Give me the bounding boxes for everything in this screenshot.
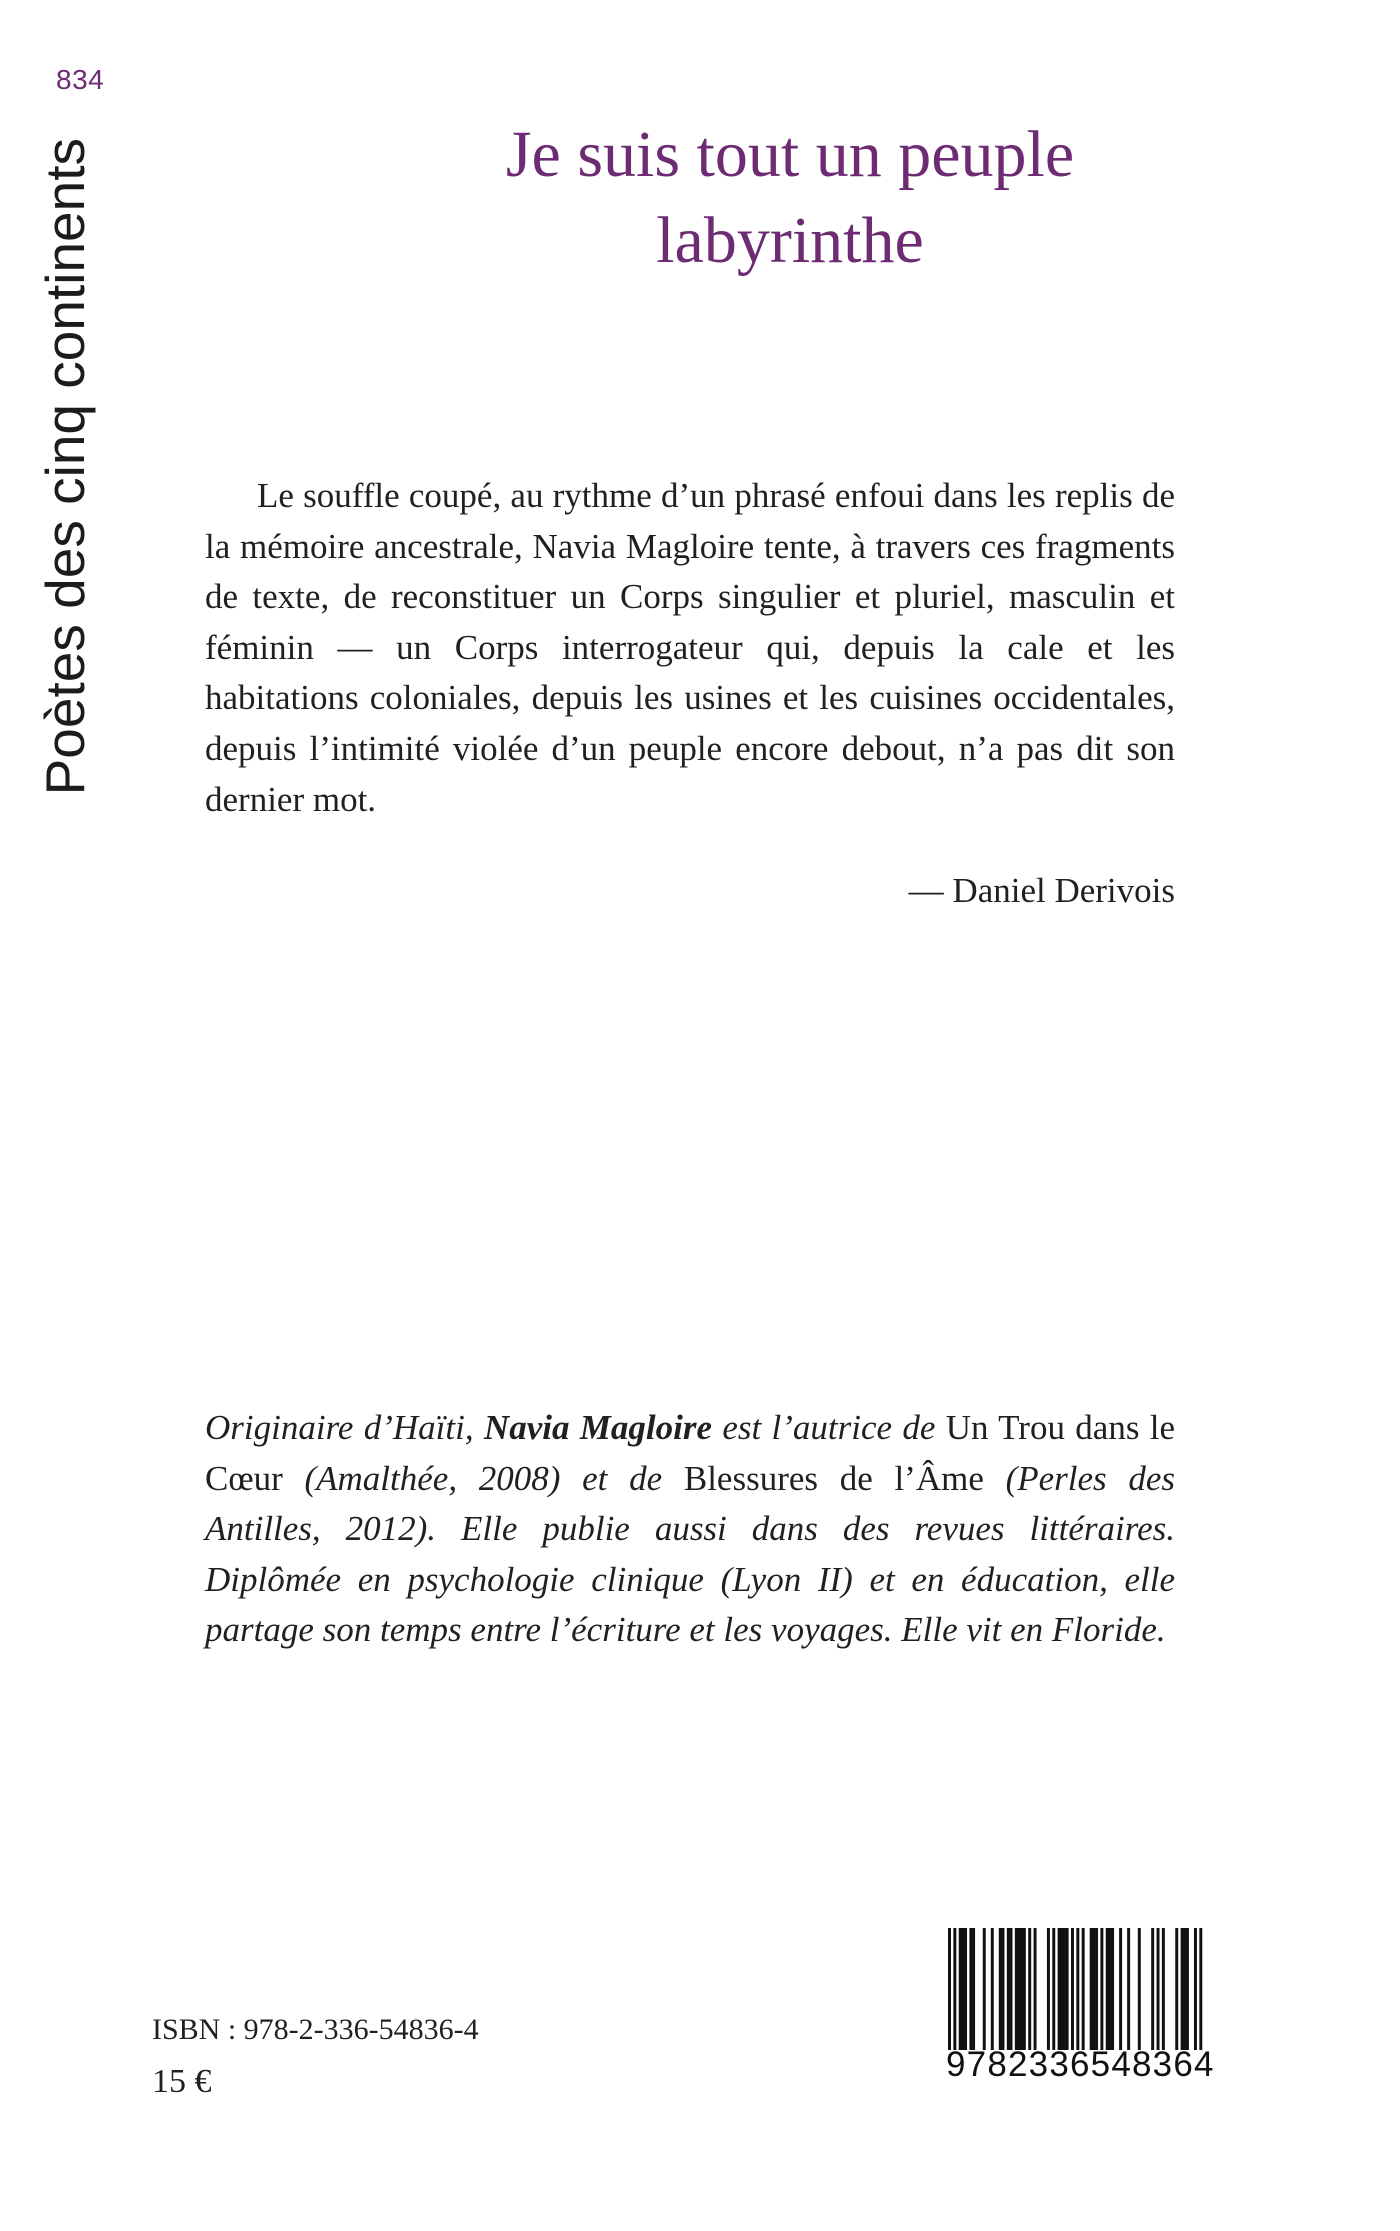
barcode-bar — [1076, 1928, 1079, 2050]
bio-publisher-1: (Amalthée, 2008) et de — [282, 1458, 684, 1498]
barcode-digits: 9782336548364 — [946, 2045, 1215, 2084]
barcode-bar — [1100, 1928, 1103, 2050]
barcode-bar — [969, 1928, 972, 2050]
barcode-bar — [959, 1928, 962, 2050]
barcode-bar — [1183, 1928, 1186, 2050]
barcode-bar — [1119, 1928, 1122, 2050]
barcode-bar — [1111, 1928, 1114, 2050]
barcode-bar — [1020, 1928, 1023, 2050]
bio-rest: (Perles des Antilles, 2012). Elle publie aussi dans des revues littéraires. Diplômée en psychologie clinique (Lyon II) et en éducation, elle partage son temps entre l’écriture et les voyages. Elle vit en Floride. — [205, 1458, 1175, 1650]
barcode-bar — [1138, 1928, 1141, 2050]
price: 15 € — [152, 2063, 212, 2100]
barcode-bar — [1010, 1928, 1013, 2050]
book-title-line-2: labyrinthe — [656, 204, 924, 277]
barcode-bar — [1060, 1928, 1063, 2050]
barcode-bar — [1058, 1928, 1061, 2050]
barcode-bar — [1015, 1928, 1018, 2050]
barcode-bar — [1151, 1928, 1154, 2050]
barcode-bar — [961, 1928, 964, 2050]
isbn: ISBN : 978-2-336-54836-4 — [152, 2013, 479, 2046]
barcode-bar — [1063, 1928, 1066, 2050]
barcode-bar — [1095, 1928, 1098, 2050]
bio-connector-1: est l’autrice de — [712, 1408, 946, 1447]
barcode-bar — [964, 1928, 967, 2050]
barcode-bar — [972, 1928, 975, 2050]
barcode-bar — [1175, 1928, 1178, 2050]
barcode-bar — [999, 1928, 1002, 2050]
barcode-bar — [991, 1928, 994, 2050]
barcode-bar — [1106, 1928, 1109, 2050]
barcode-bar — [1181, 1928, 1184, 2050]
barcode-bars — [940, 1928, 1210, 2050]
barcode-bar — [953, 1928, 956, 2050]
series-number: 834 — [56, 64, 105, 95]
series-spine — [34, 138, 108, 868]
barcode-bar — [948, 1928, 951, 2050]
barcode-bar — [1034, 1928, 1037, 2050]
barcode-bar — [1018, 1928, 1021, 2050]
book-title — [220, 112, 1360, 284]
barcode — [940, 1928, 1215, 2090]
blurb-signature: — Daniel Derivois — [908, 871, 1175, 910]
bio-author-name: Navia Magloire — [483, 1408, 712, 1447]
barcode-bar — [983, 1928, 986, 2050]
barcode-bar — [1108, 1928, 1111, 2050]
barcode-bar — [1007, 1928, 1010, 2050]
barcode-bar — [1162, 1928, 1165, 2050]
blurb-text: Le souffle coupé, au rythme d’un phrasé enfoui dans les replis de la mémoire ancestrale, Navia Magloire tente, à travers ces fragments de texte, de reconstituer un Corps singulier et pluriel, masculin et féminin — un Corps interrogateur qui, depuis la cale et les habitations coloniales, depuis les usines et les cuisines occidentales, depuis l’intimité violée d’un peuple encore debout, n’a pas dit son dernier mot. — [205, 476, 1175, 819]
bio-origin: Originaire d’Haïti, — [205, 1408, 484, 1447]
barcode-bar — [1194, 1928, 1197, 2050]
author-bio — [205, 1403, 1175, 1656]
barcode-bar — [1199, 1928, 1202, 2050]
barcode-bar — [1157, 1928, 1160, 2050]
barcode-bar — [1052, 1928, 1055, 2050]
book-title-line-1: Je suis tout un peuple — [505, 118, 1075, 191]
series-name: Poètes des cinq continents — [34, 138, 96, 796]
barcode-bar — [1090, 1928, 1093, 2050]
barcode-bar — [1028, 1928, 1031, 2050]
bio-book-1: Un Trou dans le Cœur — [205, 1408, 1176, 1498]
bio-book-2: Blessures de l’Âme — [683, 1458, 984, 1498]
barcode-bar — [1071, 1928, 1074, 2050]
barcode-bar — [1001, 1928, 1004, 2050]
barcode-bar — [1047, 1928, 1050, 2050]
barcode-bar — [1127, 1928, 1130, 2050]
barcode-bar — [1082, 1928, 1085, 2050]
barcode-bar — [1186, 1928, 1189, 2050]
barcode-bar — [1066, 1928, 1069, 2050]
barcode-bar — [1092, 1928, 1095, 2050]
barcode-bar — [1023, 1928, 1026, 2050]
